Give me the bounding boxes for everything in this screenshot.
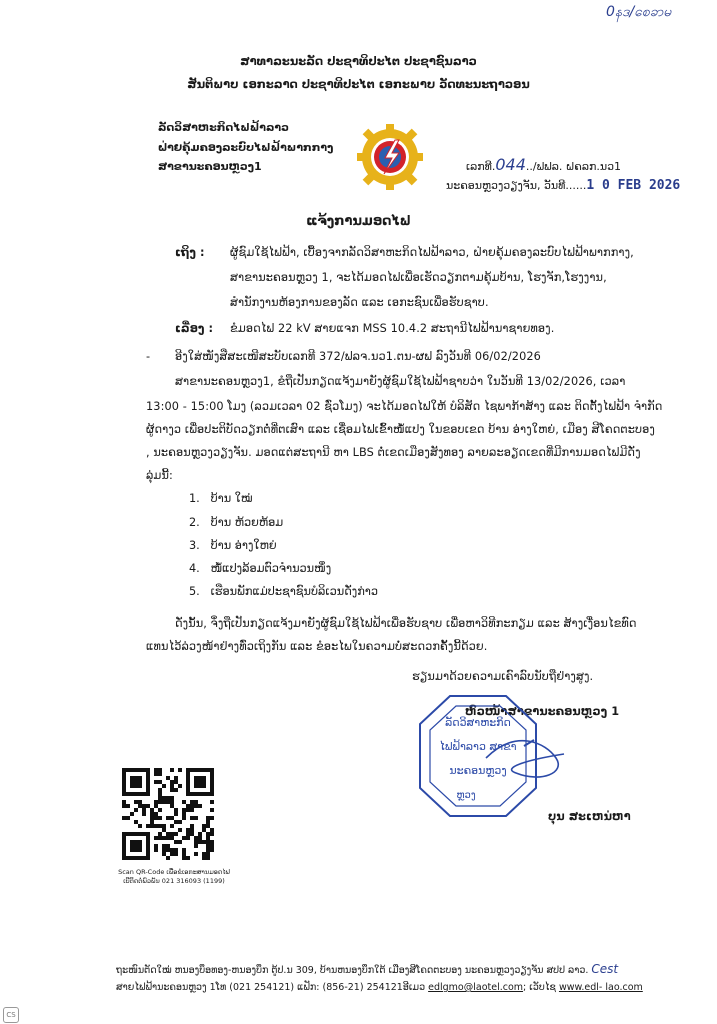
footer-initials: Cest — [591, 962, 619, 976]
reference-dash: - — [146, 350, 151, 363]
qr-module — [198, 804, 202, 808]
subject-text: ຂໍມອດໄຟ 22 kV ສາຍແຈກ MSS 10.4.2 ສະຖານີໄຟຟ້ານາຊາຍທອງ. — [230, 322, 555, 335]
subject-label: ເລື່ອງ : — [175, 322, 214, 335]
body-line-3: ຜູ້ດາງວ ເພື່ອປະຕິບັດວຽກຕໍ່ທີ່ຕເສົາ ແລະ ເຊື່ອມໄຟເຂົ້າໜໍ້ແປງ ໃນຂອບເຂດ ບ້ານ ອ່າງໃຫຍ່, ເມືອງ ສີໂຄດຕະບອງ — [146, 423, 655, 436]
qr-code[interactable] — [122, 768, 214, 860]
qr-module — [174, 788, 178, 792]
page-title: ແຈ້ງການມອດໄຟ — [306, 214, 411, 229]
qr-module — [190, 808, 194, 812]
to-label: ເຖິງ : — [175, 246, 205, 259]
footer-email-link[interactable]: edlgmo@laotel.com — [428, 982, 524, 993]
footer-contact — [116, 982, 643, 993]
qr-module — [186, 856, 190, 860]
qr-module — [174, 852, 178, 856]
footer-address — [116, 962, 618, 976]
qr-module — [210, 792, 214, 796]
qr-module — [166, 856, 170, 860]
body-line-2: 13:00 - 15:00 ໂມງ (ລວມເວລາ 02 ຊົ່ວໂມງ) ຈະໄດ້ມອດໄຟໃຫ້ ບໍລິສັດ ໄຊພາກ້າສ້າງ ແລະ ຕິດຕັ້ງໄຟຟ້າ ຈຳກັດ — [146, 400, 663, 413]
qr-module — [126, 804, 130, 808]
qr-module — [178, 768, 182, 772]
qr-caption-line-2: ເບີຕິດຕໍ່ພົວພັນ 021 316093 (1199) — [123, 877, 225, 885]
qr-module — [178, 840, 182, 844]
org-line-3: ສາຂານະຄອນຫຼວງ1 — [158, 160, 262, 173]
stamped-date: 1 0 FEB 2026 — [586, 178, 681, 193]
body-line-5: ລຸ່ມນີ້: — [146, 469, 173, 482]
qr-module — [202, 784, 206, 788]
svg-text:ນະຄອນຫຼວງ: ນະຄອນຫຼວງ — [449, 764, 507, 777]
doc-number-handwritten: 044 — [495, 155, 526, 174]
qr-module — [178, 784, 182, 788]
qr-module — [182, 816, 186, 820]
qr-module — [138, 824, 142, 828]
svg-text:ລັດວິສາຫະກິດ: ລັດວິສາຫະກິດ — [445, 716, 511, 729]
doc-number-suffix: ../ຟຟລ. ຝຄລກ.ນວ1 — [525, 160, 622, 173]
qr-module — [158, 808, 162, 812]
qr-module — [126, 816, 130, 820]
top-right-note: 0နဒ/စေခာမ — [606, 4, 672, 20]
qr-module — [138, 848, 142, 852]
official-stamp — [406, 688, 576, 828]
qr-module — [186, 836, 190, 840]
body-line-4: , ນະຄອນຫຼວງວຽງຈັນ. ມອດແຕ່ສະຖານີ ຫາ LBS ຕໍ່ເຂດເມືອງສັງທອງ ລາຍລະອຽດເຂດທີ່ມີການມອດໄຟມີດັ່ງ — [146, 446, 641, 459]
signature-position: ຫົວໜ້າສາຂານະຄອນຫຼວງ 1 — [465, 705, 620, 718]
qr-module — [194, 844, 198, 848]
cs-scanner-icon: CS — [3, 1007, 19, 1023]
qr-module — [210, 800, 214, 804]
svg-text:ໄຟຟ້າລາວ ສາຂາ: ໄຟຟ້າລາວ ສາຂາ — [439, 740, 517, 753]
footer-website-label: ; ເວັບໄຊ — [523, 982, 556, 993]
qr-module — [194, 816, 198, 820]
qr-module — [134, 808, 138, 812]
qr-module — [178, 820, 182, 824]
place-date-label: ນະຄອນຫຼວງວຽງຈັນ, ວັນທີ...... — [446, 179, 587, 192]
to-line-2: ສາຂານະຄອນຫຼວງ 1, ຈະໄດ້ມອດໄຟເພື່ອເຮັດວຽກຕາມຄຸ້ມບ້ານ, ໂຮງຈັກ,ໂຮງງານ, — [230, 271, 607, 284]
qr-module — [146, 792, 150, 796]
list-item: 2. ບ້ານ ຫ້ວຍຫ້ອມ — [189, 516, 284, 529]
org-line-2: ຝ່າຍຄຸ້ມຄອງລະບົບໄຟຟ້າພາກກາງ — [158, 141, 334, 154]
qr-module — [210, 808, 214, 812]
qr-module — [170, 768, 174, 772]
to-line-3: ສຳນັກງານຫ້ອງການຂອງລັດ ແລະ ເອກະຊົນເພື່ອຮັບຊາບ. — [230, 296, 489, 309]
qr-module — [174, 832, 178, 836]
list-item: 4. ໜໍ້ແປງລ້ອມຕົວຈຳນວນໜຶ່ງ — [189, 562, 332, 575]
footer-contact-text: ສາຍໄຟຟ້ານະຄອນຫຼວງ 1ໂທ (021 254121) ແຟັກ: (856-21) 254121ອີເມວ — [116, 982, 426, 993]
qr-module — [210, 832, 214, 836]
svg-text:ຫຼວງ: ຫຼວງ — [456, 790, 476, 801]
doc-date-line — [446, 178, 680, 193]
qr-module — [206, 856, 210, 860]
list-item: 5. ເຮືອນພັກແມ່ປະຊາຊົນບໍລິເວນດັ່ງກ່າວ — [189, 585, 379, 598]
closing-line-1: ດັ່ງນັ້ນ, ຈຶ່ງຖືເປັນກຽດແຈ້ງມາຍັງຜູ້ຊົມໃຊ້ໄຟຟ້າເພື່ອຮັບຊາບ ເພື່ອຫາວິທີກະກຽມ ແລະ ສ້າງເງື່ອນໄຂທົດ — [175, 617, 637, 630]
qr-caption — [104, 868, 244, 886]
qr-module — [194, 852, 198, 856]
doc-number-prefix: ເລກທີ. — [466, 160, 496, 173]
qr-module — [174, 812, 178, 816]
qr-module — [210, 848, 214, 852]
footer-website-link[interactable]: www.edl- lao.com — [558, 982, 643, 993]
qr-module — [146, 856, 150, 860]
org-line-1: ລັດວິສາຫະກິດໄຟຟ້າລາວ — [158, 121, 289, 134]
qr-module — [154, 848, 158, 852]
reference-text: ອີງໃສ່ໜັງສືສະເໜີສະບັບເລກທີ 372/ຟລຈ.ນວ1.ຕນ-ຜຟ ລົງວັນທີ 06/02/2026 — [175, 350, 541, 363]
qr-module — [178, 828, 182, 832]
to-line-1: ຜູ້ຊົມໃຊ້ໄຟຟ້າ, ເບື້ອງຈາກລັດວິສາຫະກິດໄຟຟ້າລາວ, ຝ່າຍຄຸ້ມຄອງລະບົບໄຟຟ້າພາກກາງ, — [230, 246, 634, 259]
qr-caption-line-1: Scan QR-Code ເພື່ອຂໍເອກະສານມອດໄຟ — [118, 868, 230, 876]
qr-module — [130, 812, 134, 816]
qr-module — [210, 816, 214, 820]
edl-logo — [355, 122, 425, 192]
qr-module — [158, 772, 162, 776]
list-item: 3. ບ້ານ ອ່າງໃຫຍ່ — [189, 539, 277, 552]
regards-text: ຮຽນມາດ້ວຍຄວາມເຄົາລົບນັບຖືຢ່າງສູງ. — [412, 670, 594, 683]
footer-address-text: ຖະໜົນຕັດໃໝ່ ຫນອງບຶອທອງ-ຫນອງບຶກ ຕູ້ປ.ນ 309, ບ້ານຫນອງບຶກໃຕ້ ເມືອງສີໂຄດຕະບອງ ນະຄອນຫຼວງວຽງຈັນ ສປປ ລາວ. — [116, 965, 589, 976]
qr-module — [162, 784, 166, 788]
body-line-1: ສາຂານະຄອນຫຼວງ1, ຂໍຖືເປັນກຽດແຈ້ງມາຍັງຜູ້ຊົມໃຊ້ໄຟຟ້າຊາບວ່າ ໃນວັນທີ 13/02/2026, ເວລາ — [175, 375, 626, 388]
header-line-1: ສາທາລະນະລັດ ປະຊາທິປະໄຕ ປະຊາຊົນລາວ — [240, 54, 477, 68]
header-line-2: ສັນຕິພາບ ເອກະລາດ ປະຊາທິປະໄຕ ເອກະພາບ ວັດທະນະຖາວອນ — [187, 77, 530, 91]
qr-module — [142, 812, 146, 816]
signature-name: ບຸນ ສະເຫນ່ຫາ — [548, 810, 631, 823]
list-item: 1. ບ້ານ ໃໝ່ — [189, 492, 253, 505]
qr-module — [158, 816, 162, 820]
doc-number-line — [466, 155, 621, 174]
qr-module — [138, 784, 142, 788]
closing-line-2: ແທນໄວ້ລ່ວງໜ້າຢ່າງທົ່ວເຖິງກັນ ແລະ ຂໍອະໄພໃນຄວາມບໍ່ສະດວກຄັ້ງນີ້ດ້ວຍ. — [146, 640, 488, 653]
qr-module — [170, 824, 174, 828]
